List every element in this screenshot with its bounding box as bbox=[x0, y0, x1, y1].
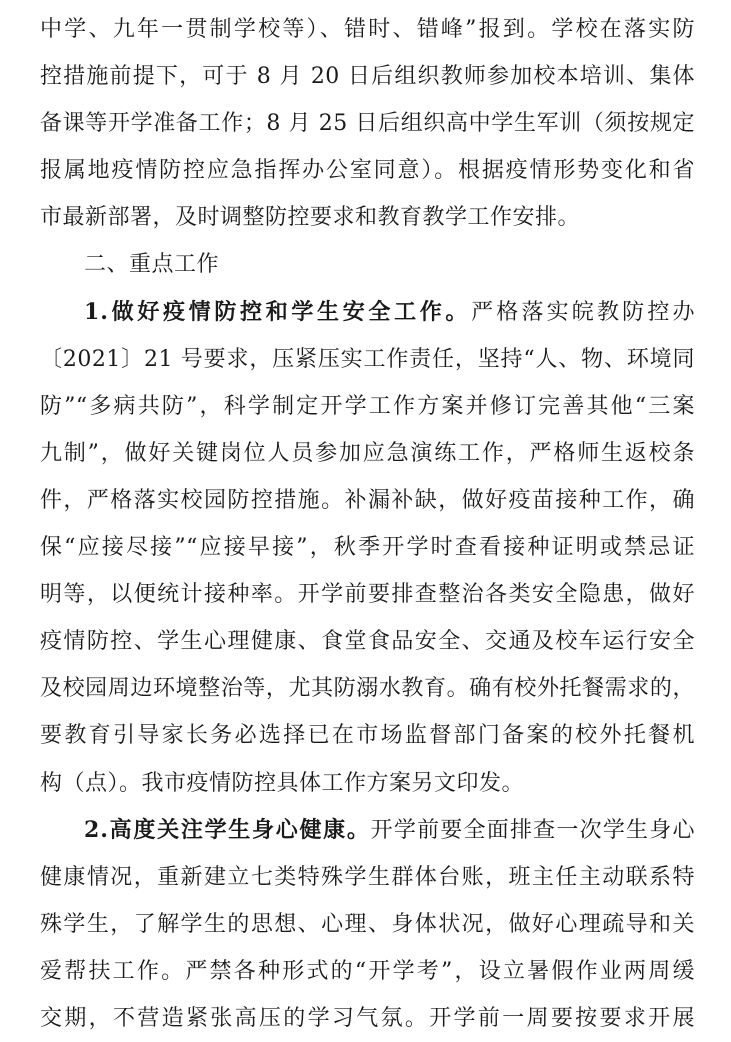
text-span: 严格落实皖教防控办 bbox=[471, 299, 695, 325]
text-line: 市最新部署，及时调整防控要求和教育教学工作安排。 bbox=[40, 205, 581, 231]
text-span: 开学前要全面排查一次学生身心 bbox=[370, 817, 695, 843]
paragraph-item-1 bbox=[40, 289, 695, 807]
text-line: 保“应接尽接”“应接早接”，秋季开学时查看接种证明或禁忌证 bbox=[40, 535, 695, 561]
text-line: 殊学生，了解学生的思想、心理、身体状况，做好心理疏导和关 bbox=[40, 911, 695, 937]
text-line: 防”“多病共防”，科学制定开学工作方案并修订完善其他“三案 bbox=[40, 393, 695, 419]
text-line: 及校园周边环境整治等，尤其防溺水教育。确有校外托餐需求的， bbox=[40, 676, 695, 702]
text-line: 爱帮扶工作。严禁各种形式的“开学考”，设立暑假作业两周缓 bbox=[40, 958, 695, 984]
text-line: 件，严格落实校园防控措施。补漏补缺，做好疫苗接种工作，确 bbox=[40, 487, 695, 513]
item-title: 2.高度关注学生身心健康。 bbox=[84, 816, 371, 843]
text-line: 疫情防控、学生心理健康、食堂食品安全、交通及校车运行安全 bbox=[40, 629, 695, 655]
text-line: 要教育引导家长务必选择已在市场监督部门备案的校外托餐机 bbox=[40, 723, 695, 749]
text-line: 控措施前提下，可于 8 月 20 日后组织教师参加校本培训、集体 bbox=[40, 64, 695, 90]
text-line: 中学、九年一贯制学校等）、错时、错峰”报到。学校在落实防 bbox=[40, 17, 695, 42]
text-line: 交期，不营造紧张高压的学习气氛。开学前一周要按要求开展 bbox=[40, 1005, 695, 1031]
item-title: 1.做好疫情防控和学生安全工作。 bbox=[84, 298, 472, 325]
text-line: 健康情况，重新建立七类特殊学生群体台账，班主任主动联系特 bbox=[40, 864, 695, 890]
text-line: 备课等开学准备工作；8 月 25 日后组织高中学生军训（须按规定 bbox=[40, 111, 695, 137]
text-line: 报属地疫情防控应急指挥办公室同意）。根据疫情形势变化和省 bbox=[40, 158, 695, 184]
text-line: 〔2021〕21 号要求，压紧压实工作责任，坚持“人、物、环境同 bbox=[40, 346, 695, 372]
text-line: 构（点）。我市疫情防控具体工作方案另文印发。 bbox=[40, 770, 525, 796]
paragraph-intro bbox=[40, 6, 695, 241]
paragraph-item-2 bbox=[40, 807, 695, 1042]
paragraph-first-line bbox=[40, 289, 695, 336]
text-line: 明等，以便统计接种率。开学前要排查整治各类安全隐患，做好 bbox=[40, 582, 695, 608]
section-heading: 二、重点工作 bbox=[84, 252, 220, 278]
paragraph-first-line bbox=[40, 807, 695, 854]
text-line: 九制”，做好关键岗位人员参加应急演练工作，严格师生返校条 bbox=[40, 440, 695, 466]
